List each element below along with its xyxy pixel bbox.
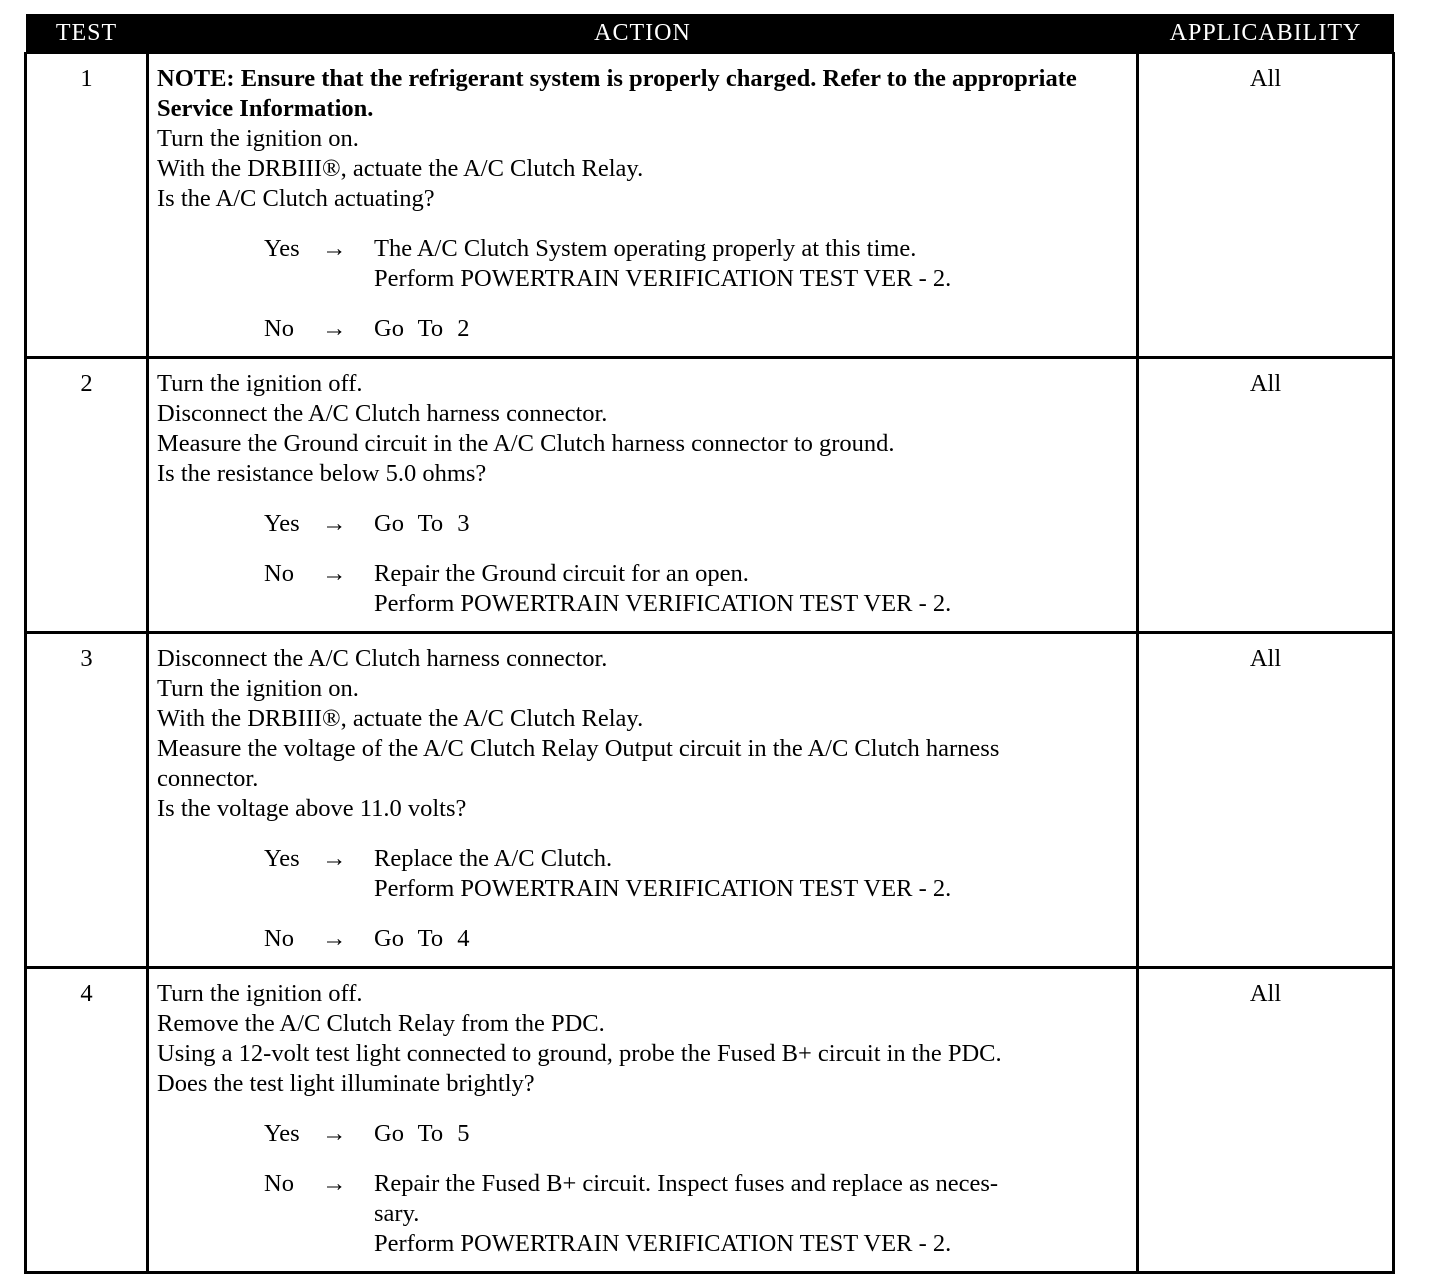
result-line: sary. [374,1200,420,1227]
yes-label: Yes [264,845,300,872]
action-step: Turn the ignition on. [157,125,359,152]
action-question: Does the test light illuminate brightly? [157,1070,535,1097]
applicability-value: All [1138,968,1394,1273]
arrow-right-icon: → [322,235,347,262]
header-action: ACTION [148,14,1138,53]
action-cell [148,358,1138,633]
table-row-test-3 [26,633,1394,968]
arrow-right-icon: → [322,925,347,952]
yes-label: Yes [264,1120,300,1147]
result-line: Replace the A/C Clutch. [374,845,613,872]
no-result-text [374,314,1130,344]
result-line: Repair the Ground circuit for an open. [374,560,749,587]
action-step: Turn the ignition off. [157,980,363,1007]
diagnostic-test-table [24,14,1395,1274]
no-label: No [264,925,294,952]
arrow-right-icon: → [322,1120,347,1147]
result-line: The A/C Clutch System operating properly at this time. [374,235,917,262]
test-number: 3 [26,633,148,968]
table-header [26,14,1394,53]
action-step: Measure the voltage of the A/C Clutch Relay Output circuit in the A/C Clutch harness [157,735,1000,762]
result-line: Repair the Fused B+ circuit. Inspect fuses and replace as neces- [374,1170,999,1197]
no-label: No [264,560,294,587]
yes-label: Yes [264,510,300,537]
yes-result-text [374,509,1130,539]
action-cell [148,633,1138,968]
action-step: Measure the Ground circuit in the A/C Clutch harness connector to ground. [157,430,895,457]
action-step: Remove the A/C Clutch Relay from the PDC. [157,1010,605,1037]
table-row-test-1 [26,53,1394,358]
no-result-text [374,1169,1130,1259]
applicability-value: All [1138,358,1394,633]
action-question: Is the voltage above 11.0 volts? [157,795,467,822]
action-cell [148,53,1138,358]
arrow-right-icon: → [322,315,347,342]
arrow-right-icon: → [322,560,347,587]
test-number: 1 [26,53,148,358]
action-step: connector. [157,765,259,792]
no-result-text [374,924,1130,954]
yes-result [264,844,1130,904]
action-step: Disconnect the A/C Clutch harness connector. [157,645,608,672]
no-result [264,924,1130,954]
yes-result-text [374,1119,1130,1149]
result-line: Perform POWERTRAIN VERIFICATION TEST VER - 2. [374,590,952,617]
note-text: NOTE: Ensure that the refrigerant system is properly charged. Refer to the appropriate Service Information. [157,65,1077,122]
test-number: 2 [26,358,148,633]
no-label: No [264,1170,294,1197]
arrow-right-icon: → [322,845,347,872]
action-step: Using a 12-volt test light connected to ground, probe the Fused B+ circuit in the PDC. [157,1040,1002,1067]
yes-result [264,1119,1130,1149]
header-applicability: APPLICABILITY [1138,14,1394,53]
yes-result [264,234,1130,294]
action-question: Is the resistance below 5.0 ohms? [157,460,487,487]
no-label: No [264,315,294,342]
action-step: With the DRBIII®, actuate the A/C Clutch Relay. [157,155,644,182]
action-cell [148,968,1138,1273]
applicability-value: All [1138,633,1394,968]
yes-label: Yes [264,235,300,262]
result-line: Go To 5 [374,1120,470,1147]
no-result [264,314,1130,344]
result-line: Perform POWERTRAIN VERIFICATION TEST VER - 2. [374,875,952,902]
result-line: Perform POWERTRAIN VERIFICATION TEST VER - 2. [374,265,952,292]
header-test: TEST [26,14,148,53]
table-row-test-2 [26,358,1394,633]
test-number: 4 [26,968,148,1273]
yes-result [264,509,1130,539]
no-result [264,559,1130,619]
arrow-right-icon: → [322,1170,347,1197]
table-row-test-4 [26,968,1394,1273]
no-result-text [374,559,1130,619]
result-line: Perform POWERTRAIN VERIFICATION TEST VER - 2. [374,1230,952,1257]
action-step: Disconnect the A/C Clutch harness connector. [157,400,608,427]
arrow-right-icon: → [322,510,347,537]
diagnostic-test-table-page [24,14,1392,1258]
yes-result-text [374,234,1130,294]
no-result [264,1169,1130,1259]
action-step: Turn the ignition off. [157,370,363,397]
result-line: Go To 3 [374,510,470,537]
yes-result-text [374,844,1130,904]
applicability-value: All [1138,53,1394,358]
action-step: Turn the ignition on. [157,675,359,702]
result-line: Go To 2 [374,315,470,342]
result-line: Go To 4 [374,925,470,952]
action-question: Is the A/C Clutch actuating? [157,185,435,212]
action-step: With the DRBIII®, actuate the A/C Clutch Relay. [157,705,644,732]
